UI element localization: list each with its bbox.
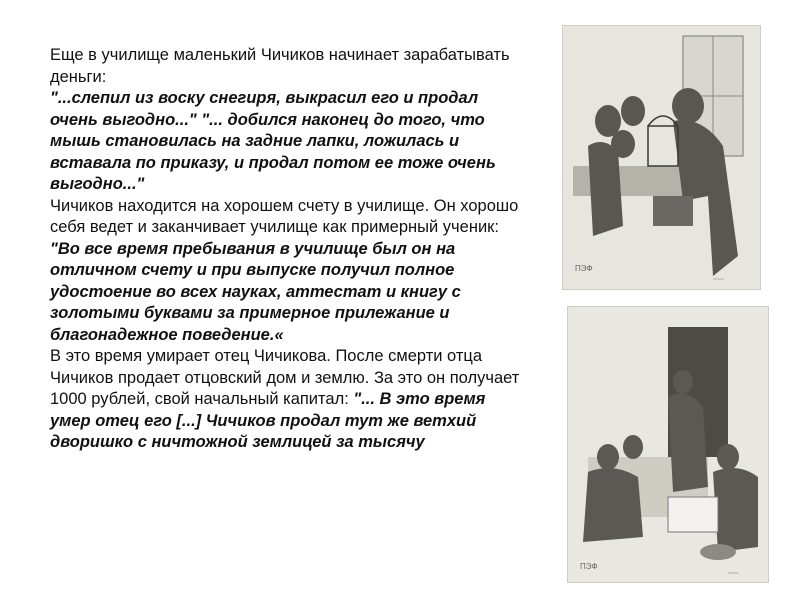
intro-text-3: В это время умирает отец Чичикова. После смерти отца Чичиков продает отцовский дом и землю. За это он получает 1000 рублей, свой начальный капитал: [50,347,520,408]
paragraph-1 [50,45,520,196]
svg-text:~~~: ~~~ [713,277,724,283]
illustration-bottom [567,306,769,583]
boys-birdcage-drawing [563,26,760,289]
quote-1: "...слепил из воску снегиря, выкрасил его и продал очень выгодно..." "... добился наконец до того, что мышь становилась на задние лапки, ложилась и вставала по приказу, и продал потом ее тоже очень выгодно..." [50,89,496,193]
paragraph-3 [50,346,520,454]
intro-text-2: Чичиков находится на хорошем счету в училище. Он хорошо себя ведет и заканчивает училище как примерный ученик: [50,196,519,236]
illustration-top [562,25,761,290]
quote-2: "Во все время пребывания в училище был он на отличном счету и при выпуске получил полное удостоение во всех науках, аттестат и книгу с золотыми буквами за примерное прилежание и благонадежное поведение.« [50,239,461,344]
quote-3: "... В это время умер отец его [...] Чичиков продал тут же ветхий дворишко с ничтожной землицей за тысячу [50,390,486,451]
classroom-drawing [568,307,768,582]
main-text [50,45,520,454]
svg-text:~~~: ~~~ [728,571,739,577]
svg-text:ПЭФ: ПЭФ [580,562,598,571]
svg-text:ПЭФ: ПЭФ [575,264,593,273]
intro-text-1: Еще в училище маленький Чичиков начинает зарабатывать деньги: [50,46,510,86]
paragraph-2 [50,196,520,347]
